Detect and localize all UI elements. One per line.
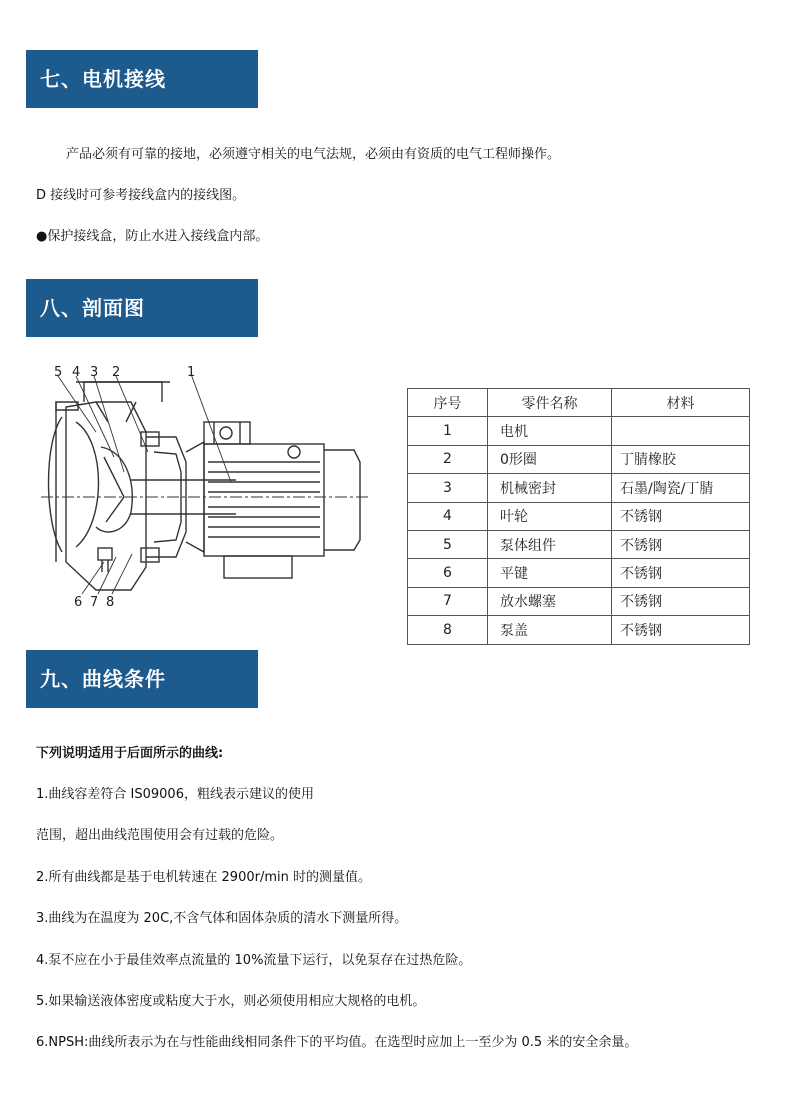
- parts-table: [407, 388, 750, 645]
- table-row: [408, 587, 750, 615]
- cell-part-name: 电机: [488, 417, 612, 445]
- parts-table-header-row: [408, 389, 750, 417]
- cell-material: 丁腈橡胶: [612, 445, 750, 473]
- table-row: [408, 530, 750, 558]
- table-row: [408, 474, 750, 502]
- cell-no: 3: [408, 474, 488, 502]
- cell-material: 不锈钢: [612, 587, 750, 615]
- cell-material: 不锈钢: [612, 616, 750, 644]
- table-row: [408, 559, 750, 587]
- section-7-line-3: ●保护接线盒，防止水进入接线盒内部。: [36, 229, 269, 244]
- col-header-no: 序号: [408, 389, 488, 417]
- section-9-line-7: 6.NPSH:曲线所表示为在与性能曲线相同条件下的平均值。在选型时应加上一至少为 0.5 米的安全余量。: [36, 1035, 638, 1050]
- callout-2: 2: [112, 365, 121, 380]
- cell-part-name: 泵体组件: [488, 530, 612, 558]
- cell-no: 2: [408, 445, 488, 473]
- table-row: [408, 616, 750, 644]
- callout-7: 7: [90, 595, 99, 610]
- cell-no: 4: [408, 502, 488, 530]
- cell-no: 6: [408, 559, 488, 587]
- cell-material: 石墨/陶瓷/丁腈: [612, 474, 750, 502]
- cell-no: 7: [408, 587, 488, 615]
- table-row: [408, 417, 750, 445]
- cell-no: 5: [408, 530, 488, 558]
- section-7-line-2: D 接线时可参考接线盒内的接线图。: [36, 188, 246, 203]
- cell-material: 不锈钢: [612, 502, 750, 530]
- section-9-line-2: 范围，超出曲线范围使用会有过载的危险。: [36, 828, 284, 843]
- cell-part-name: 叶轮: [488, 502, 612, 530]
- callout-1: 1: [187, 365, 196, 380]
- section-9-intro: 下列说明适用于后面所示的曲线:: [36, 746, 224, 761]
- cell-material: 不锈钢: [612, 530, 750, 558]
- section-8-header: 八、剖面图: [26, 279, 258, 337]
- table-row: [408, 502, 750, 530]
- callout-3: 3: [90, 365, 99, 380]
- col-header-part-name: 零件名称: [488, 389, 612, 417]
- section-9-line-4: 3.曲线为在温度为 20C,不含气体和固体杂质的清水下测量所得。: [36, 911, 408, 926]
- section-7-header: 七、电机接线: [26, 50, 258, 108]
- section-9-header: 九、曲线条件: [26, 650, 258, 708]
- cell-part-name: 机械密封: [488, 474, 612, 502]
- cell-part-name: 0形圈: [488, 445, 612, 473]
- cell-part-name: 平键: [488, 559, 612, 587]
- cell-no: 1: [408, 417, 488, 445]
- cell-material: [612, 417, 750, 445]
- cell-material: 不锈钢: [612, 559, 750, 587]
- section-9-line-6: 5.如果输送液体密度或粘度大于水，则必须使用相应大规格的电机。: [36, 994, 426, 1009]
- col-header-material: 材料: [612, 389, 750, 417]
- section-7-line-1: 产品必须有可靠的接地，必须遵守相关的电气法规，必须由有资质的电气工程师操作。: [66, 147, 561, 162]
- cell-no: 8: [408, 616, 488, 644]
- pump-cross-section-drawing: [36, 362, 376, 612]
- callout-4: 4: [72, 365, 81, 380]
- callout-6: 6: [74, 595, 83, 610]
- table-row: [408, 445, 750, 473]
- cell-part-name: 放水螺塞: [488, 587, 612, 615]
- callout-5: 5: [54, 365, 63, 380]
- section-9-line-3: 2.所有曲线都是基于电机转速在 2900r/min 时的测量值。: [36, 870, 371, 885]
- section-9-line-5: 4.泵不应在小于最佳效率点流量的 10%流量下运行，以免泵存在过热危险。: [36, 953, 472, 968]
- cell-part-name: 泵盖: [488, 616, 612, 644]
- section-9-line-1: 1.曲线容差符合 IS09006，粗线表示建议的使用: [36, 787, 314, 802]
- callout-8: 8: [106, 595, 115, 610]
